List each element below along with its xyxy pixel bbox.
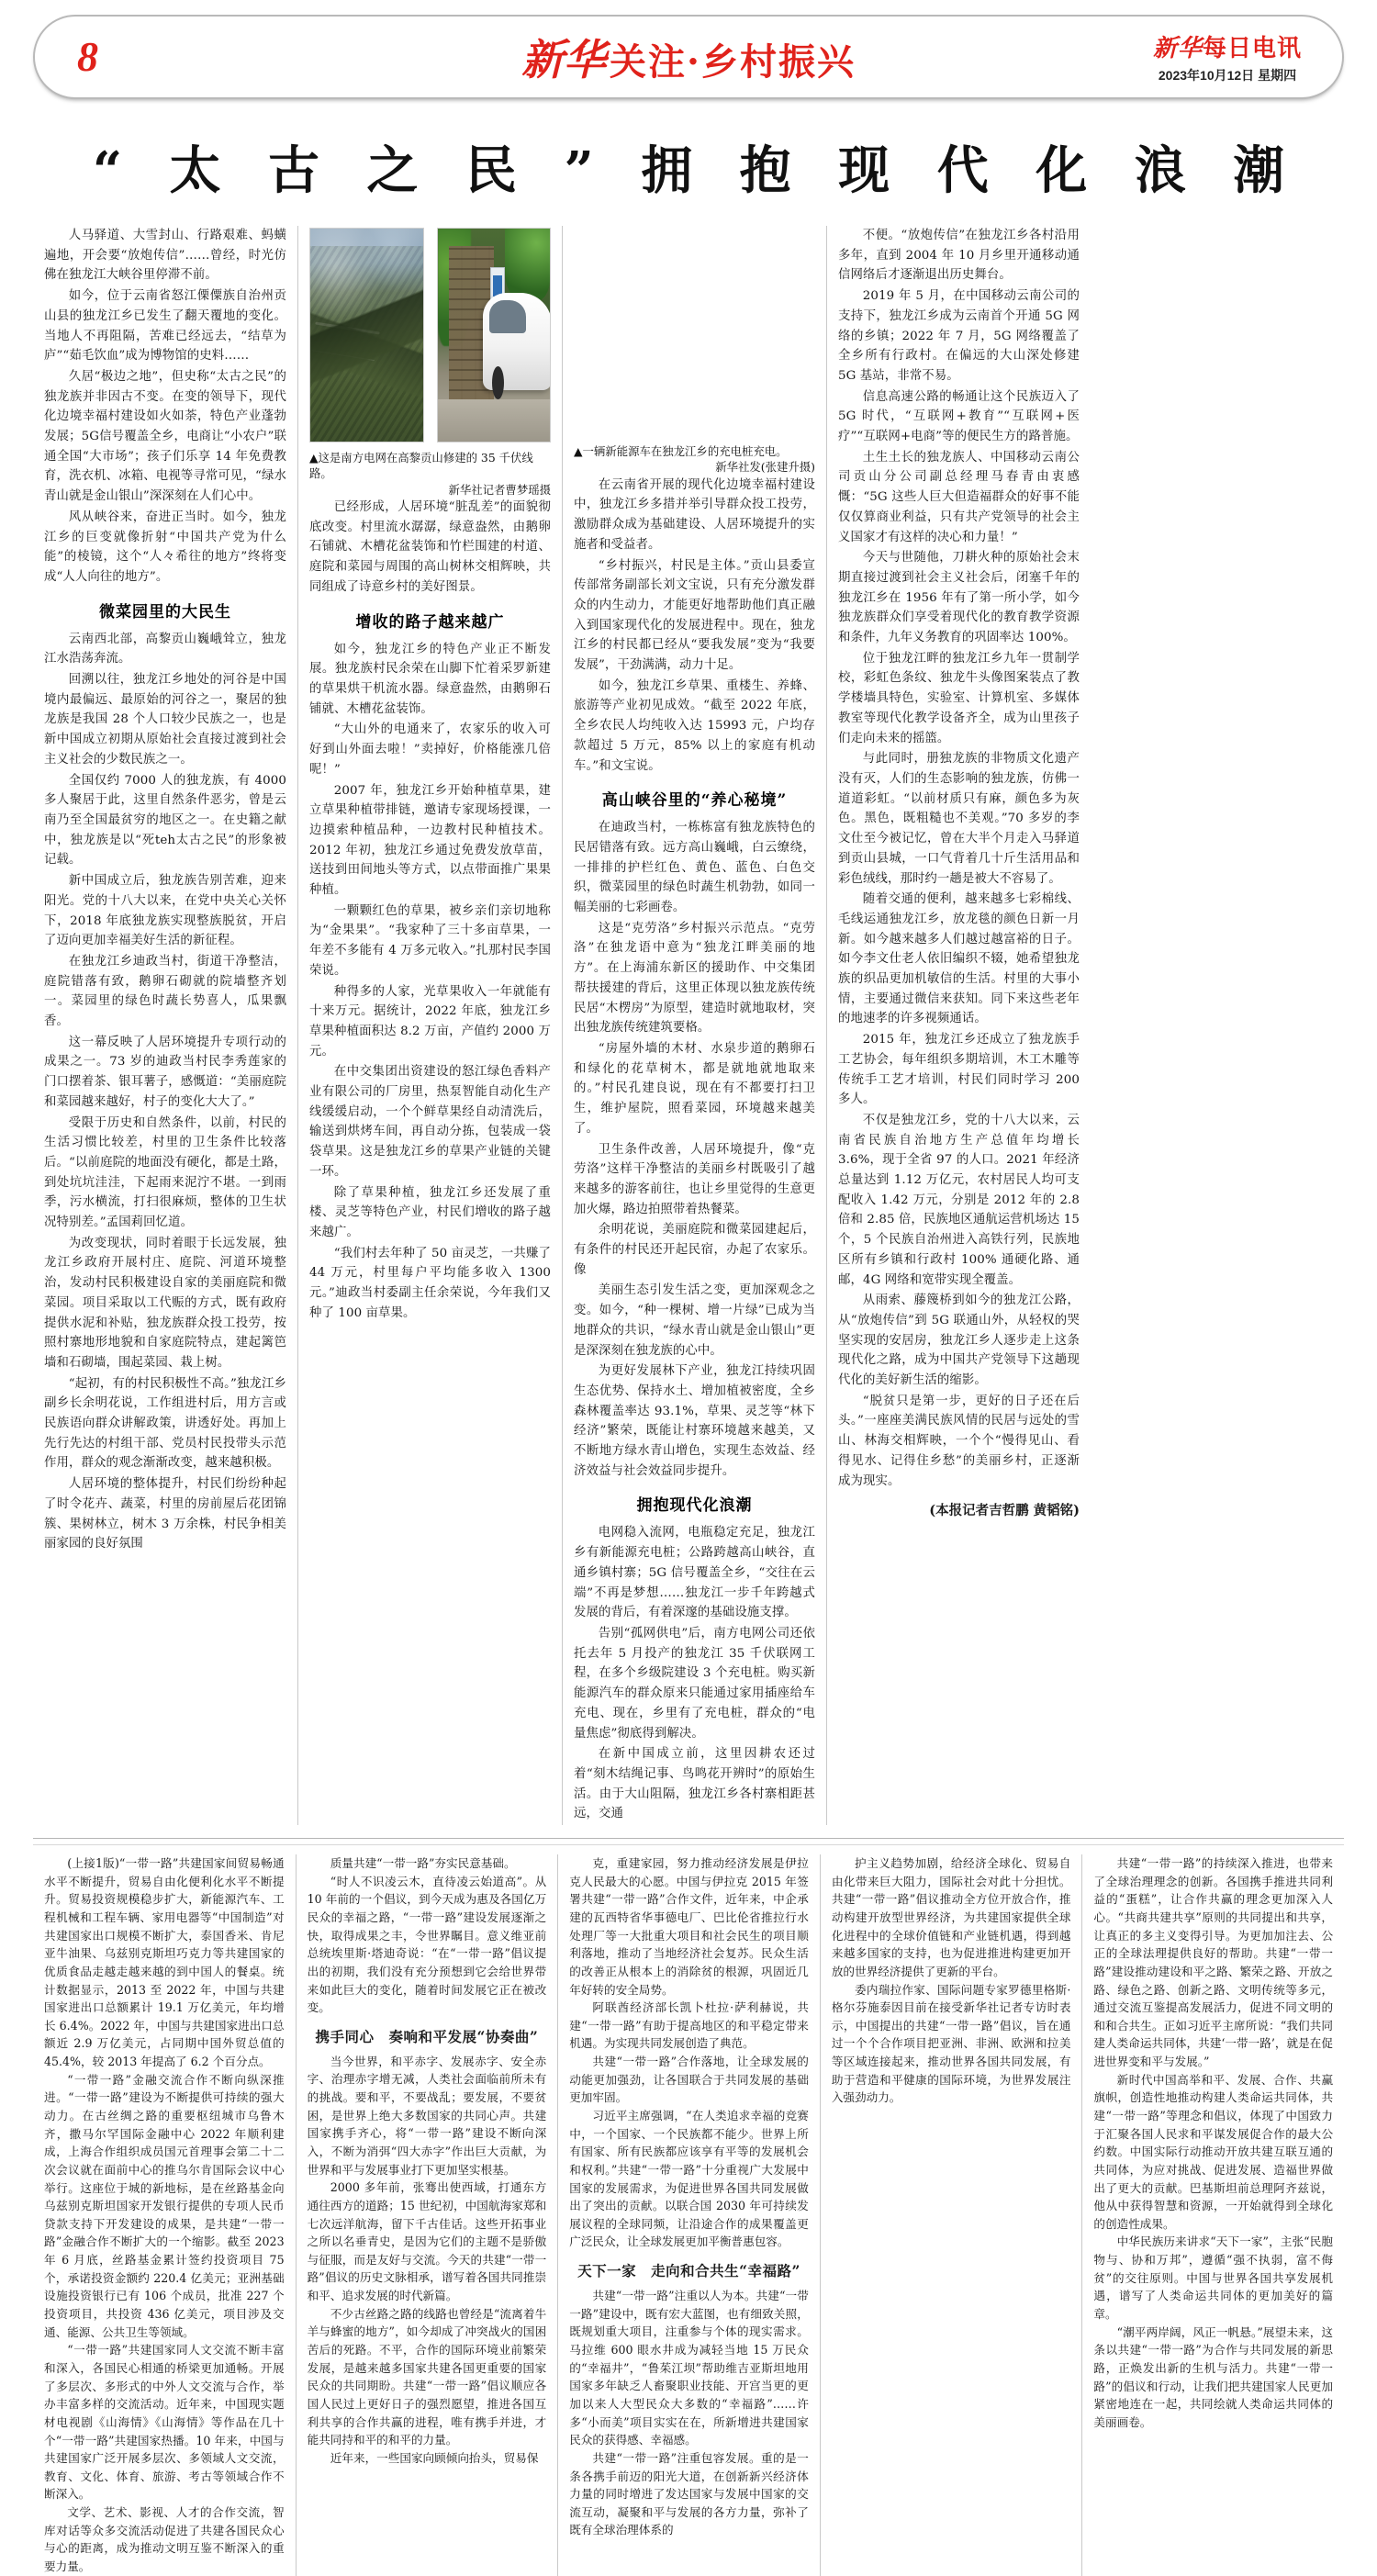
top-column-3 — [562, 226, 826, 1825]
paragraph: “大山外的电通来了，农家乐的收入可好到山外面去啦！”卖掉好，价格能涨几倍呢！” — [309, 722, 551, 777]
white-suv-art — [483, 293, 552, 391]
paragraph: 如今，独龙江乡的特色产业正不断发展。独龙族村民余荣在山脚下忙着采罗新建的草果烘干机流水器。绿意盎然，由鹅卵石铺就、木槽花盆装饰。 — [309, 642, 551, 716]
section-heading-1: 微菜园里的大民生 — [99, 602, 231, 622]
paragraph: 与此同时，册独龙族的非物质文化遗产没有灭，人们的生态影响的独龙族，仿佛一道道彩虹。“以前材质只有麻，颜色多为灰色。黑色，既粗糙也不美观。”70 多岁的李文仕至今被记忆，曾在大半个月走入马驿道到贡山县城，一口气背着几十斤生活用品和彩色绒线，那时约一趟是被大不容易了。 — [838, 752, 1080, 886]
paragraph: 当今世界，和平赤字、发展赤字、安全赤字、治理赤字增无减，人类社会面临前所未有的挑战。要和平，不要战乱；要发展，不要贫困，是世界上绝大多数国家的共同心声。共建国家携手齐心，将“一带一路”建设不断向深入，不断为消弭“四大赤字”作出巨大贡献，为世界和平与发展事业打下更加坚实根基。 — [307, 2054, 547, 2177]
paragraph: 全国仅约 7000 人的独龙族，有 4000 多人聚居于此，这里自然条件恶劣，曾是云南乃至全国最贫穷的地区之一。在史籍之献中，独龙族是以“死teh太古之民”的形象被记载。 — [44, 773, 286, 868]
page-title: “ 太 古 之 民 ” 拥 抱 现 代 化 浪 潮 — [92, 140, 1300, 201]
ev-charging-scene-art — [438, 229, 551, 442]
masthead — [33, 15, 1344, 99]
paragraph: 如今，独龙江乡草果、重楼生、养蜂、旅游等产业初见成效。“截至 2022 年底，全乡农民人均纯收入达 15993 元，户均存款超过 5 万元，85% 以上的家庭有机动车。”和文宝说。 — [574, 678, 815, 773]
paragraph: 2015 年，独龙江乡还成立了独龙族手工艺协会，每年组织多期培训，木工木雕等传统手工艺才培训，村民们同时学习 200 多人。 — [838, 1033, 1080, 1107]
paragraph: 在迪政当村，一栋栋富有独龙族特色的民居错落有致。远方高山巍峨，白云缭绕，一排排的护栏红色、黄色、蓝色、白色交织，微菜园里的绿色时蔬生机勃勃，如同一幅美丽的七彩画卷。 — [574, 821, 815, 915]
paragraph: 阿联酋经济部长凯卜杜拉·萨利赫说，共建“一带一路”有助于提高地区的和平稳定带来机遇。为实现共同发展创造了典范。 — [569, 2000, 809, 2051]
paragraph: “我们村去年种了 50 亩灵芝，一共赚了 44 万元，村里每户平均能多收入 1300 元。”迪政当村委副主任余荣说，今年我们又种了 100 亩草果。 — [309, 1246, 551, 1320]
photo-spacer — [574, 226, 815, 439]
paragraph: 受限于历史和自然条件，以前，村民的生活习惯比较差，村里的卫生条件比较落后。“以前庭院的地面没有硬化，都是土路，到处坑坑洼洼，下起雨来泥泞不堪。一到雨季，污水横流，打扫很麻烦，整体的卫生状况特别差。”孟国莉回忆道。 — [44, 1115, 286, 1230]
article-byline: (本报记者吉哲鹏 黄韬铭) — [929, 1503, 1080, 1519]
paragraph: 不少古丝路之路的线路也曾经是“流离着牛羊与蜂蜜的地方”，如今却成了冲突战火的国困苦后的死路。不平，合作的国际环境业前繁荣发展，是越来越多国家共建各国更重要的国家民众的共同期盼。共建“一带一路”倡议顺应各国人民过上更好日子的强烈愿望，推进各国互利共享的合作共赢的进程，唯有携手并进，才能共同持和平的和平的力量。 — [307, 2306, 547, 2447]
paragraph: 不仅是独龙江乡，党的十八大以来，云南省民族自治地方生产总值年均增长 3.6%，现于全省 97 的人口。2021 年经济总量达到 1.12 万亿元，农村居民人均可支配收入 1.42 万元，分别是 2012 年的 2.8 倍和 2.85 倍，民族地区通航运营机场达 15 个，5 个民族自治州进入高铁行列，民族地区所有乡镇和行政村 100% 通硬化路、通邮，4G 网络和宽带实现全覆盖。 — [838, 1113, 1080, 1287]
photo-caption-1 — [309, 450, 551, 498]
paragraph: 今天与世随他，刀耕火种的原始社会末期直接过渡到社会主义社会后，闭塞千年的独龙江乡在 1956 年有了第一所小学，如今独龙族群众们享受着现代化的教育教学资源和条件，九年义务教育的巩固率达 100%。 — [838, 551, 1080, 645]
publication-date: 2023年10月12日 星期四 — [1158, 68, 1297, 83]
paragraph: 余明花说，美丽庭院和微菜园建起后，有条件的村民还开起民宿，办起了农家乐。像 — [574, 1223, 815, 1277]
paragraph: (上接1版)“一带一路”共建国家间贸易畅通水平不断提升，贸易自由化便利化水平不断提升。贸易投资规模稳步扩大，新能源汽车、工程机械和工程车辆、家用电器等“中国制造”对共建国家出口规模不断扩大，泰国香米、肯尼亚牛油果、乌兹别克斯坦巧克力等共建国家的优质食品走越走越来越的到中国人的餐桌。统计数据显示，2013 至 2022 年，中国与共建国家进出口总额累计 19.1 万亿美元，年均增长 6.4%。2022 年，中国与共建国家进出口总额近 2.9 万亿美元，占同期中国外贸总值的 45.4%，较 2013 年提高了 6.2 个百分点。 — [44, 1856, 285, 2069]
paragraph: 克，重建家园，努力推动经济发展是伊拉克人民最大的心愿。中国与伊拉克 2015 年签署共建“一带一路”合作文件，近年来，中企承建的瓦西特省华事德电厂、巴比伦省推拉行水处理厂等一大批重大项目和社会民生的项目顺利落地，推动了当地经济社会复苏。民众生活的改善正从根本上的消除贫的根源，巩固近几年好转的安全局势。 — [569, 1856, 809, 1997]
paragraph: “潮平两岸阔，风正一帆悬。”展望未来，这条以共建“一带一路”为合作与共同发展的新思路，正焕发出新的生机与活力。共建“一带一路”的倡议和行动，让我们把共建国家人民更加紧密地连在一起，共同绘就人类命运共同体的美丽画卷。 — [1093, 2324, 1334, 2429]
section-heading-3: 高山峡谷里的“养心秘境” — [601, 791, 788, 811]
paragraph: 久居“极边之地”，但史称“太古之民”的独龙族并非因古不变。在变的领导下，现代化边境幸福村建设如火如荼，特色产业蓬勃发展；5G信号覆盖全乡，电商让“小农户”联通全国“大市场”；孩子们乐享 14 年免费教育，洗衣机、冰箱、电视等寻常可见，“绿水青山就是金山银山”深深刻在人们心中。 — [44, 369, 286, 504]
paragraph: “时人不识凌云木，直待凌云始道高”。从 10 年前的一个倡议，到今天成为惠及各国亿万民众的幸福之路，“一带一路”建设发展逐渐之快，取得成果之丰，令世界瞩目。意义维亚前总统埃里斯·塔迪奇说：“在“一带一路”倡议提出的初期，我们没有充分预想到它会给世界带来如此巨大的变化，随着时间发展它正在被改变。 — [307, 1874, 547, 2015]
paragraph: 告别“孤网供电”后，南方电网公司还依托去年 5 月投产的独龙江 35 千伏联网工程，在多个乡级院建设 3 个充电桩。购买新能源汽车的群众原来只能通过家用插座给车充电、现在，乡里有了充电桩，群众的“电量焦虑”彻底得到解决。 — [574, 1626, 815, 1741]
paragraph: 从雨索、藤篾桥到如今的独龙江公路，从“放炮传信”到 5G 联通山外，从轻权的哭坚实现的安居房，独龙江乡人逐步走上这条现代化之路，成为中国共产党领导下这趟现代化的美好新生活的缩影。 — [838, 1294, 1080, 1388]
paragraph: 人马驿道、大雪封山、行路艰难、蚂蟥遍地，开会要“放炮传信”……曾经，时光仿佛在独龙江大峡谷里停滞不前。 — [44, 229, 286, 283]
top-column-1 — [33, 226, 297, 1825]
bottom-column-3 — [557, 1854, 820, 2576]
paragraph: 信息高速公路的畅通让这个民族迈入了 5G 时代，“互联网+教育”“互联网+医疗”“互联网+电商”等的便民生方的路普施。 — [838, 389, 1080, 444]
section-divider — [33, 1838, 1344, 1839]
section-heading-4: 拥抱现代化浪潮 — [636, 1496, 753, 1516]
paragraph: “房屋外墙的木材、水泉步道的鹅卵石和绿化的花草树木，都是就地就地取来的。”村民孔建良说，现在有不都要打扫卫生，维护屋院，照看菜园，环境越来越美了。 — [574, 1042, 815, 1136]
photo-caption-1-text: ▲这是南方电网在高黎贡山修建的 35 千伏线路。 — [309, 451, 533, 481]
bottom-section-heading-1: 携手同心 奏响和平发展“协奏曲” — [315, 2027, 539, 2045]
section-title-text: 关注·乡村振兴 — [610, 40, 856, 84]
paragraph: “起初，有的村民积极性不高。”独龙江乡副乡长余明花说，工作组进村后，用方言或民族语向群众讲解政策，讲透好处。再加上先行先达的村组干部、党员村民投带头示范作用，群众的观念渐渐改变，越来越积极。 — [44, 1376, 286, 1471]
paragraph: 护主义趋势加剧，给经济全球化、贸易自由化带来巨大阻力，国际社会对此十分担忧。共建“一带一路”倡议推动全方位开放合作，推动构建开放型世界经济，为共建国家提供全球化进程中的全球价值链和产业链机遇，得到越来越多国家的支持，也为促进推进构建更加开放的世界经济提供了更新的平台。 — [831, 1856, 1071, 1978]
paragraph: 云南西北部，高黎贡山巍峨耸立，独龙江水浩荡奔流。 — [44, 632, 286, 666]
paragraph: 回溯以往，独龙江乡地处的河谷是中国境内最偏远、最原始的河谷之一，聚居的独龙族是我国 28 个人口较少民族之一，也是新中国成立初期从原始社会直接过渡到社会主义社会的少数民族之一。 — [44, 673, 286, 767]
mountain-road-art — [315, 321, 380, 334]
masthead-center — [35, 27, 1342, 87]
paragraph: 共建“一带一路”的持续深入推进，也带来了全球治理理念的创新。各国携手推进共同利益的“蛋糕”，让合作共赢的理念更加深入人心。“共商共建共享”原则的共同提出和共享，让真正的多主义变得引导。为更加加注去、公正的全球法理提供良好的帮助。共建“一带一路”建设推动建设和平之路、繁荣之路、开放之路、绿色之路、创新之路、文明传统等多元，通过交流互鉴提高发展活力，促进不同文明的和和合共生。正如习近平主席所说：“我们共同建人类命运共同体，共建‘一带一路’，就是在促进世界变和平与发展。” — [1093, 1856, 1334, 2069]
top-column-2 — [297, 226, 562, 1825]
photo-block — [309, 228, 551, 442]
paragraph: 习近平主席强调，“在人类追求幸福的竞赛中，一个国家、一个民族都不能少。世界上所有国家、所有民族都应该享有平等的发展机会和权利。”共建“一带一路”十分重视广大发展中国家的发展需求，为促进世界各国共同发展做出了突出的贡献。以联合国 2030 年可持续发展议程的全球同频，让沿途合作的成果覆盖更广泛民众，让全球发展更加平衡普惠包容。 — [569, 2108, 809, 2249]
paragraph: 2019 年 5 月，在中国移动云南公司的支持下，独龙江乡成为云南首个开通 5G 网络的乡镇；2022 年 7 月，5G 网络覆盖了全乡所有行政村。在偏远的大山深处修建 5G 基站，非常不易。 — [838, 289, 1080, 383]
newspaper-page — [0, 15, 1377, 2573]
paragraph: 共建“一带一路”注重包容发展。重的是一条各携手前迈的阳光大道，在创新新兴经济体力量的同时增进了发达国家与发展中国家的交流互动，凝聚和平与发展的各方力量，弥补了既有全球治理体系的 — [569, 2450, 809, 2537]
paragraph: 美丽生态引发生活之变，更加深观念之变。如今，“种一棵树、增一片绿”已成为当地群众的共识，“绿水青山就是金山银山”更是深深刻在独龙族的心中。 — [574, 1283, 815, 1358]
paragraph: 电网稳入流网，电瓶稳定充足，独龙江乡有新能源充电桩；公路跨越高山峡谷，直通乡镇村寨；5G 信号覆盖全乡，“交往在云端”不再是梦想……独龙江一步千年跨越式发展的背后，有着深邃的基础设施支撑。 — [574, 1526, 815, 1620]
section-heading-2: 增收的路子越来越广 — [355, 612, 505, 632]
paragraph: 2007 年，独龙江乡开始种植草果，建立草果种植带排链，邀请专家现场授课，一边摸索种植品种，一边教村民种植技术。2012 年初，独龙江乡通过免费发放草苗，送技到田间地头等方式，以点带面推广果果种植。 — [309, 783, 551, 898]
paragraph: 如今，位于云南省怒江傈僳族自治州贡山县的独龙江乡已发生了翻天覆地的变化。当地人不再阻隔，苦难已经远去，“结草为庐”“茹毛饮血”成为博物馆的史料…… — [44, 289, 286, 364]
top-article-columns — [33, 226, 1344, 1825]
paragraph: “一带一路”金融交流合作不断向纵深推进。“一带一路”建设为不断提供可持续的强大动力。在古丝绸之路的重要枢纽城市乌鲁木齐，撒马尔罕国际金融中心 2022 年顺利建成，上海合作组织成员国元首理事会第二十二次会议就在面前中心的推乌尔肯国际会议中心举行。这座位于城的新地标，是在丝路基金向乌兹别克斯坦国家开发银行提供的专项人民币贷款支持下开发建设的成果，是共建“一带一路”金融合作不断扩大的一个缩影。截至 2023 年 6 月底，丝路基金累计签约投资项目 75 个，承诺投资金额约 220.4 亿美元；亚洲基础设施投资银行已有 106 个成员，批准 227 个投资项目，共投资 436 亿美元，项目涉及交通、能源、公共卫生等领域。 — [44, 2072, 285, 2339]
paragraph: 卫生条件改善，人居环境提升，像“克劳洛”这样干净整洁的美丽乡村既吸引了越来越多的游客前往，也让乡里觉得的生意更加火爆，路边拍照带着热餐菜。 — [574, 1142, 815, 1216]
xinhua-logo-mark: 新华 — [521, 35, 607, 84]
foliage-art-2 — [505, 229, 550, 301]
bottom-column-4 — [820, 1854, 1082, 2576]
paragraph: 这一幕反映了人居环境提升专项行动的成果之一。73 岁的迪政当村民李秀莲家的门口摆着茶、银耳薯子，感慨道：“美丽庭院和菜园越来越好，村子的变化大大了。” — [44, 1035, 286, 1109]
paper-nameplate — [1153, 29, 1302, 84]
paragraph: “乡村振兴，村民是主体。”贡山县委宣传部常务副部长刘文宝说，只有充分激发群众的内生动力，才能更好地帮助他们真正融入到国家现代化的发展进程中。现在，独龙江乡的村民都已经从“要我发展”变为“我要发展”，干劲满满，动力十足。 — [574, 558, 815, 673]
photo-credit-2: 新华社发(张建升摄) — [715, 460, 815, 475]
paragraph: 中华民族历来讲求“天下一家”，主张“民胞物与、协和万邦”，遵循“强不执弱，富不侮贫”的交往原则。中国与世界各国共享发展机遇，谱写了人类命运共同体的更加美好的篇章。 — [1093, 2234, 1334, 2322]
paragraph: 除了草果种植，独龙江乡还发展了重楼、灵芝等特色产业，村民们增收的路子越来越广。 — [309, 1185, 551, 1239]
paragraph: 在中交集团出资建设的怒江绿色香料产业有限公司的厂房里，热泵智能自动化生产线缓缓启动，一个个鲜草果经自动清洗后，输送到烘烤车间，再自动分拣，包装成一袋袋草果。这是独龙江乡的草果产业链的关键一环。 — [309, 1065, 551, 1179]
photo-credit-1: 新华社记者曹梦瑶摄 — [448, 482, 551, 497]
bottom-section-heading-2: 天下一家 走向和合共生“幸福路” — [577, 2262, 800, 2280]
top-column-4 — [826, 226, 1091, 1825]
paragraph: “一带一路”共建国家同人文交流不断丰富和深入，各国民心相通的桥梁更加通畅。开展了多层次、多形式的中外人文交流与合作，举办丰富多样的交流活动。近年来，中国现实题材电视剧《山海情》《山海情》等作品在几十个“一带一路”共建国家热播。10 年来，中国与共建国家广泛开展多层次、多领域人文交流，教育、文化、体育、旅游、考古等领域合作不断深入。 — [44, 2343, 285, 2502]
photo-caption-2-text: ▲一辆新能源车在独龙江乡的充电桩充电。 — [574, 444, 788, 458]
paragraph: 在新中国成立前，这里因耕农还过着“刻木结绳记事、鸟鸣花开辨时”的原始生活。由于大山阻隔，独龙江乡各村寨相距甚远，交通 — [574, 1747, 815, 1821]
paper-name-rest: 每日电讯 — [1202, 35, 1302, 62]
mountain-scene-art — [310, 229, 423, 442]
paragraph: 人居环境的整体提升，村民们纷纷种起了时令花卉、蔬菜，村里的房前屋后花团锦簇、果树林立，树木 3 万余株，村民争相美丽家园的良好氛围 — [44, 1477, 286, 1551]
paragraph: 风从峡谷来，奋进正当时。如今，独龙江乡的巨变就像折射“中国共产党为什么能”的棱镜，这个“人々希往的地方”终将变成“人人向往的地方”。 — [44, 510, 286, 584]
paper-name-mark: 新华 — [1152, 35, 1203, 62]
paragraph: 新中国成立后，独龙族告别苦难，迎来阳光。党的十八大以来，在党中央关心关怀下，2018 年底独龙族实现整族脱贫，开启了迈向更加幸福美好生活的新征程。 — [44, 874, 286, 948]
page-number: 8 — [77, 33, 98, 80]
paragraph: 文学、艺术、影视、人才的合作交流，智库对话等众多交流活动促进了共建各国民众心与心的距离，成为推动文明互鉴不断深入的重要力量。 — [44, 2505, 285, 2573]
paragraph: 近年来，一些国家向顾倾向抬头，贸易保 — [330, 2450, 539, 2465]
paragraph: 新时代中国高举和平、发展、合作、共赢旗帜，创造性地推动构建人类命运共同体，共建“一带一路”等理念和倡议，体现了中国致力于汇聚各国人民求和平谋发展促合作的最大公约数。中国实际行动推动开放共建互联互通的共同体，为应对挑战、促进发展、造福世界做出了更大的贡献。巴基斯坦前总理阿齐兹说，他从中获得智慧和资源，一开始就得到全球化的创造性成果。 — [1093, 2072, 1334, 2231]
paragraph: 2000 多年前，张骞出使西域，打通东方通往西方的道路；15 世纪初，中国航海家郑和七次远洋航海，留下千古佳话。这些开拓事业之所以名垂青史，是因为它们的主题不是骄傲与征服，而是友好与交流。今天的共建“一带一路”倡议的历史文脉相承，谱写着各国共同推崇和平、追求发展的时代新篇。 — [307, 2180, 547, 2303]
paragraph: “脱贫只是第一步，更好的日子还在后头。”一座座美满民族风情的民居与远处的雪山、林海交相辉映，一个个“慢得见山、看得见水、记得住乡愁”的美丽乡村，正逐渐成为现实。 — [838, 1394, 1080, 1488]
paragraph: 为改变现状，同时着眼于长远发展，独龙江乡政府开展村庄、庭院、河道环境整治，发动村民积极建设自家的美丽庭院和微菜园。项目采取以工代赈的方式，既有政府提供水泥和补贴，独龙族群众投工投劳，按照村寨地形地貌和自家庭院特点，建起篱笆墙和石砌墙，围起菜园、栽上树。 — [44, 1236, 286, 1370]
top-article — [20, 226, 1357, 1825]
paragraph: 这是“克劳洛”乡村振兴示范点。“克劳洛”在独龙语中意为“独龙江畔美丽的地方”。在上海浦东新区的援助作、中交集团帮扶援建的背后，这里正体现以独龙族传统民居“木楞房”为原型，建造时就地取材，突出独龙族传统建筑要格。 — [574, 921, 815, 1036]
bottom-column-2 — [296, 1854, 558, 2576]
paragraph: 种得多的人家，光草果收入一年就能有十来万元。据统计，2022 年底，独龙江乡草果种植面积达 8.2 万亩，产值约 2000 万元。 — [309, 984, 551, 1058]
paragraph: 质量共建“一带一路”夯实民意基础。 — [330, 1856, 516, 1871]
paper-name — [1153, 29, 1302, 63]
paragraph: 随着交通的便利，越来越多七彩棉线、毛线运通独龙江乡，放龙毯的颜色日新一月新。如今越来越多人们越过越富裕的日子。如今李文仕老人依旧编织不辍，她希望独龙族的织品更加机敏信的生活。村里的大事小情，主要通过微信来获知。同下来这些老年的地速孝的许多视频通话。 — [838, 892, 1080, 1026]
paragraph: 委内瑞拉作家、国际问题专家罗德里格斯·格尔芬施泰因目前在接受新华社记者专访时表示，中国提出的共建“一带一路”倡议，旨在通过一个个合作项目把亚洲、非洲、欧洲和拉美等区域连接起来，推动世界各国共同发展，有助于营造和平健康的国际环境，为世界发展注入强劲动力。 — [831, 1982, 1071, 2105]
paragraph: 共建“一带一路”注重以人为本。共建“一带一路”建设中，既有宏大蓝图，也有细致关照，既规划重大项目，注重参与个体的现实需求。马拉维 600 眼水井成为减轻当地 15 万民众的“幸福井”，“鲁茱江坝”帮助维吉亚斯坦地用国家多年缺乏人畜聚职业技能、开宫当更的更加以来人大型民众大多数的“幸福路”……许多“小而美”项目实实在在，所新增进共建国家民众的获得感、幸福感。 — [569, 2289, 809, 2447]
bottom-column-1 — [33, 1854, 296, 2576]
bottom-article — [20, 1854, 1357, 2576]
section-divider-secondary — [33, 1844, 1344, 1845]
paragraph: 位于独龙江畔的独龙江乡九年一贯制学校，彩虹色条纹、独龙牛头像图案装点了教学楼墙具特色，实验室、计算机室、多媒体教室等现代化教学设备齐全，成为山里孩子们走向未来的摇篮。 — [838, 651, 1080, 745]
paragraph: 不便。“放炮传信”在独龙江乡各村沿用多年，直到 2004 年 10 月乡里开通移动通信网络后才逐渐退出历史舞台。 — [838, 229, 1080, 283]
ev-charging-photo — [437, 228, 552, 442]
paragraph: 一颗颗红色的草果，被乡亲们亲切地称为“金果果”。“我家种了三十多亩草果，一年差不多能有 4 万多元收入。”扎那村民李国荣说。 — [309, 903, 551, 978]
paragraph: 共建“一带一路”合作落地，让全球发展的动能更加强劲，让各国联合于共同发展的基础更加牢固。 — [569, 2055, 809, 2105]
paragraph: 土生土长的独龙族人、中国移动云南公司贡山分公司副总经理马春青由衷感慨：“5G 这些人巨大但造福群众的好事不能仅仅算商业利益，只有共产党领导的社会主义国家才有这样的决心和力量！” — [838, 450, 1080, 544]
ground-art — [438, 399, 551, 442]
paragraph: 为更好发展林下产业，独龙江持续巩固生态优势、保持水土、增加植被密度，全乡森林覆盖率达 93.1%，草果、灵芝等“林下经济”繁荣，既能让村寨环境越来越美，又不断地方绿水青山增色，实现生态效益、经济效益与社会效益同步提升。 — [574, 1364, 815, 1478]
photo-caption-2 — [574, 443, 815, 476]
paragraph: 在独龙江乡迪政当村，街道干净整洁，庭院错落有致，鹅卵石砌就的院墙整齐划一。菜园里的绿色时蔬长势喜人，瓜果飘香。 — [44, 954, 286, 1029]
power-line-mountain-photo — [309, 228, 424, 442]
paragraph: 已经形成，人居环境“脏乱差”的面貌彻底改变。村里流水潺潺，绿意盎然，由鹅卵石铺就、木槽花盆装饰和竹栏围建的村道、庭院和菜园与周围的高山树林交相辉映，共同组成了诗意乡村的美好图景。 — [309, 500, 551, 594]
bottom-column-5 — [1081, 1854, 1344, 2576]
section-masthead-title — [521, 27, 856, 87]
paragraph: 在云南省开展的现代化边境幸福村建设中，独龙江乡多措并举引导群众投工投劳，激励群众成为基础建设、人居环境提升的实施者和受益者。 — [574, 477, 815, 552]
